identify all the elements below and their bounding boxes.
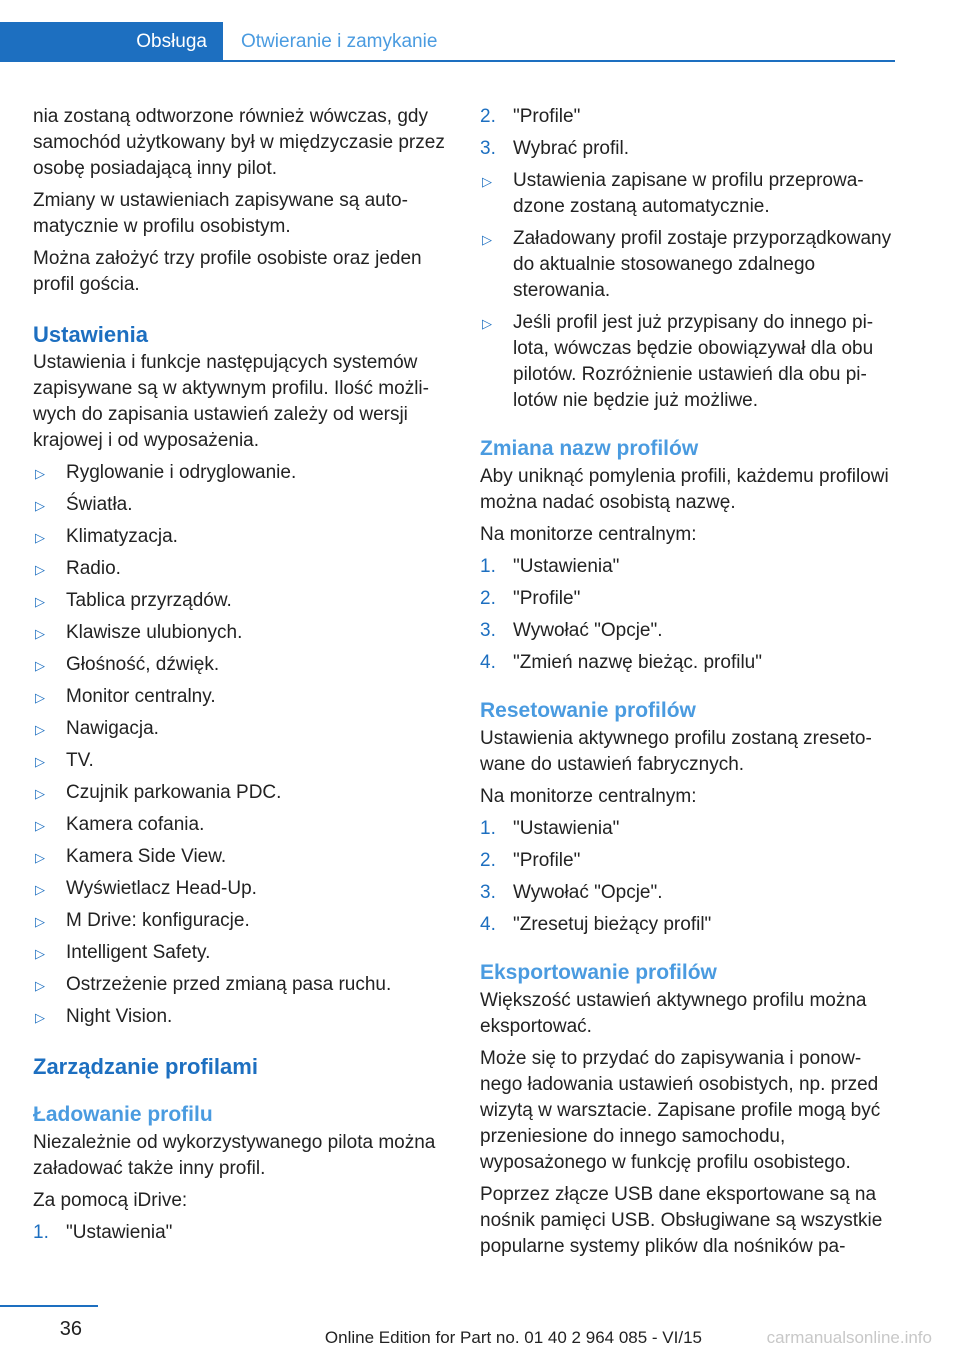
list-item: 4. "Zresetuj bieżący profil" [480,912,895,938]
step-number: 3. [480,882,496,903]
list-item: ▷ Jeśli profil jest już przypisany do innego pilota, wówczas będzie obowiązywał dla obu pilotów. Rozróżnienie ustawień dla obu pilotów nie będzie już możliwe. [482,312,874,411]
list-item: ▷ Światła. [33,492,448,518]
heading-resetowanie: Resetowanie profilów [480,699,696,722]
list-item: ▷ Klimatyzacja. [33,524,448,550]
list-item: ▷ TV. [33,748,448,774]
reset-steps-list [480,816,895,938]
step-number: 2. [480,588,496,609]
paragraph: Większość ustawień aktywnego profilu można eksportować. [480,990,867,1037]
paragraph: Może się to przydać do zapisywania i ponownego ładowania ustawień osobistych, np. przed wizytą w warsztacie. Zapisane profile mogą być przeniesione do innego samochodu, wyposażonego w funkcję profilu osobistego. [480,1048,881,1173]
paragraph: Ustawienia aktywnego profilu zostaną zresetowane do ustawień fabrycznych. [480,728,872,775]
list-item: 1. "Ustawienia" [480,554,895,580]
list-item: ▷ Głośność, dźwięk. [33,652,448,678]
step-number: 4. [480,652,496,673]
list-item: ▷ M Drive: konfiguracje. [33,908,448,934]
step-number: 2. [480,850,496,871]
heading-zmiana-nazw: Zmiana nazw profilów [480,437,699,460]
triangle-bullet-icon: ▷ [35,690,45,705]
heading-ladowanie-profilu: Ładowanie profilu [33,1103,213,1126]
heading-ustawienia: Ustawienia [33,322,148,347]
list-item: ▷ Ostrzeżenie przed zmianą pasa ruchu. [33,972,448,998]
triangle-bullet-icon: ▷ [35,722,45,737]
paragraph: Za pomocą iDrive: [33,1190,188,1211]
list-item: 2. "Profile" [480,586,895,612]
paragraph: Aby uniknąć pomylenia profili, każdemu profilowi można nadać osobistą nazwę. [480,466,889,513]
paragraph: Na monitorze centralnym: [480,786,697,807]
load-notes-list [480,168,895,414]
left-column [33,104,448,1252]
triangle-bullet-icon: ▷ [482,316,492,331]
triangle-bullet-icon: ▷ [35,850,45,865]
heading-zarzadzanie-profilami: Zarządzanie profilami [33,1054,258,1079]
list-item: ▷ Tablica przyrządów. [33,588,448,614]
list-item: 2. "Profile" [480,104,895,130]
triangle-bullet-icon: ▷ [35,754,45,769]
triangle-bullet-icon: ▷ [35,818,45,833]
load-steps-continued [480,104,895,162]
triangle-bullet-icon: ▷ [35,466,45,481]
watermark: carmanualsonline.info [766,1328,932,1347]
triangle-bullet-icon: ▷ [35,594,45,609]
list-item: 3. Wywołać "Opcje". [480,880,895,906]
list-item: ▷ Nawigacja. [33,716,448,742]
list-item: ▷ Kamera cofania. [33,812,448,838]
step-number: 4. [480,914,496,935]
paragraph: Zmiany w ustawieniach zapisywane są automatycznie w profilu osobistym. [33,190,408,237]
triangle-bullet-icon: ▷ [35,1010,45,1025]
step-number: 3. [480,138,496,159]
triangle-bullet-icon: ▷ [35,530,45,545]
settings-list [33,460,448,1030]
load-steps-list [33,1220,448,1246]
triangle-bullet-icon: ▷ [482,174,492,189]
page-number: 36 [59,1318,82,1340]
paragraph: Ustawienia i funkcje następujących systemów zapisywane są w aktywnym profilu. Ilość możliwych do zapisania ustawień zależy od wersji krajowej i od wyposażenia. [33,352,429,451]
triangle-bullet-icon: ▷ [35,658,45,673]
step-number: 1. [33,1222,49,1243]
list-item: ▷ Night Vision. [33,1004,448,1030]
list-item: ▷ Intelligent Safety. [33,940,448,966]
list-item: ▷ Klawisze ulubionych. [33,620,448,646]
triangle-bullet-icon: ▷ [35,882,45,897]
list-item: ▷ Monitor centralny. [33,684,448,710]
list-item: 3. Wybrać profil. [480,136,895,162]
triangle-bullet-icon: ▷ [482,232,492,247]
triangle-bullet-icon: ▷ [35,626,45,641]
list-item: ▷ Ustawienia zapisane w profilu przeprowadzone zostaną automatycznie. [482,170,864,217]
list-item: ▷ Załadowany profil zostaje przyporządkowany do aktualnie stosowanego zdalnego sterowania. [482,228,892,301]
triangle-bullet-icon: ▷ [35,786,45,801]
paragraph: Na monitorze centralnym: [480,524,697,545]
step-number: 1. [480,818,496,839]
paragraph: Niezależnie od wykorzystywanego pilota można załadować także inny profil. [33,1132,436,1179]
list-item: ▷ Ryglowanie i odryglowanie. [33,460,448,486]
header-rule [0,60,895,62]
triangle-bullet-icon: ▷ [35,562,45,577]
list-item: 1. "Ustawienia" [480,816,895,842]
paragraph: Można założyć trzy profile osobiste oraz jeden profil gościa. [33,248,422,295]
header-section-title: Otwieranie i zamykanie [241,31,438,52]
step-number: 3. [480,620,496,641]
header-tab-obsluga: Obsługa [0,22,223,62]
list-item: 1. "Ustawienia" [33,1220,448,1246]
list-item: ▷ Radio. [33,556,448,582]
list-item: ▷ Wyświetlacz Head-Up. [33,876,448,902]
triangle-bullet-icon: ▷ [35,498,45,513]
triangle-bullet-icon: ▷ [35,946,45,961]
step-number: 2. [480,106,496,127]
triangle-bullet-icon: ▷ [35,978,45,993]
heading-eksportowanie: Eksportowanie profilów [480,961,717,984]
list-item: ▷ Czujnik parkowania PDC. [33,780,448,806]
step-number: 1. [480,556,496,577]
footer-rule [0,1305,98,1307]
paragraph: nia zostaną odtworzone również wówczas, gdy samochód użytkowany był w międzyczasie przez osobę posiadającą inny pilot. [33,106,445,179]
list-item: ▷ Kamera Side View. [33,844,448,870]
list-item: 3. Wywołać "Opcje". [480,618,895,644]
list-item: 2. "Profile" [480,848,895,874]
list-item: 4. "Zmień nazwę bieżąc. profilu" [480,650,895,676]
edition-footer: Online Edition for Part no. 01 40 2 964 085 - VI/15 [324,1328,702,1347]
right-column [480,104,895,1266]
triangle-bullet-icon: ▷ [35,914,45,929]
paragraph: Poprzez złącze USB dane eksportowane są na nośnik pamięci USB. Obsługiwane są wszystkie popularne systemy plików dla nośników pa- [480,1184,883,1257]
rename-steps-list [480,554,895,676]
